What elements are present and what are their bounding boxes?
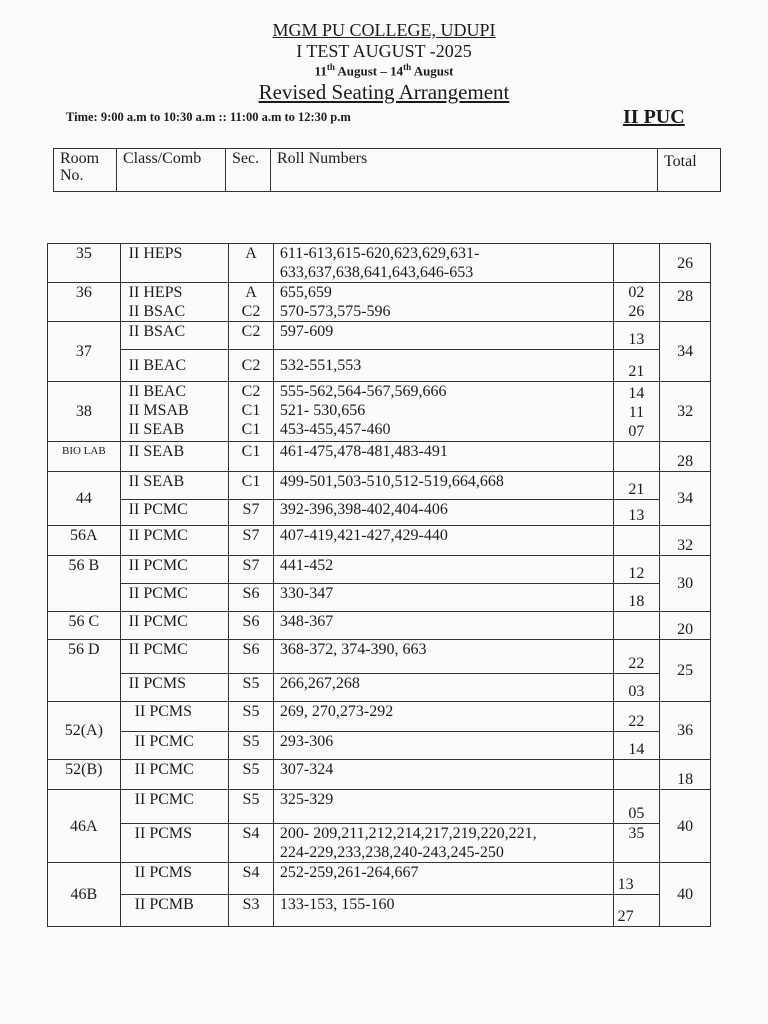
rolls-cell <box>273 382 613 442</box>
count-line: 14 <box>628 385 645 402</box>
class-line: II BSAC <box>128 303 186 320</box>
test-dates <box>0 62 768 79</box>
table-row <box>48 760 711 790</box>
test-name: I TEST AUGUST -2025 <box>296 41 472 61</box>
rolls-cell: 407-419,421-427,429-440 <box>273 526 613 556</box>
total-cell: 26 <box>660 244 711 283</box>
count-cell: 13 <box>613 500 660 526</box>
sec-cell: S4 <box>229 824 274 863</box>
total-cell: 32 <box>660 382 711 442</box>
class-cell: II PCMS <box>120 824 228 863</box>
room-cell: 56 B <box>48 556 121 612</box>
rolls-line: 633,637,638,641,643,646-653 <box>279 264 474 281</box>
count-cell <box>613 612 660 640</box>
room-cell: BIO LAB <box>48 442 121 472</box>
rolls-cell: 330-347 <box>273 584 613 612</box>
table-row <box>48 612 711 640</box>
table-row <box>48 556 711 584</box>
count-cell: 21 <box>613 350 660 382</box>
sec-cell <box>229 283 274 322</box>
class-cell: II PCMC <box>120 612 228 640</box>
count-cell: 18 <box>613 584 660 612</box>
rolls-line: 655,659 <box>279 284 332 301</box>
count-cell <box>613 526 660 556</box>
date-start-day: 11 <box>314 63 327 79</box>
total-cell: 30 <box>660 556 711 612</box>
class-cell: II BSAC <box>120 322 228 350</box>
rolls-cell: 307-324 <box>273 760 613 790</box>
sec-cell: S6 <box>229 612 274 640</box>
sec-cell: S5 <box>229 732 274 760</box>
sec-line: A <box>245 284 257 301</box>
class-cell: II HEPS <box>120 244 228 283</box>
sec-cell: S7 <box>229 526 274 556</box>
rolls-cell: 252-259,261-264,667 <box>273 863 613 895</box>
table-row <box>48 824 711 863</box>
sec-cell: S5 <box>229 674 274 702</box>
room-cell: 56 C <box>48 612 121 640</box>
total-cell: 34 <box>660 322 711 382</box>
table-row <box>48 283 711 322</box>
header-room <box>54 149 117 192</box>
class-line: II HEPS <box>128 284 183 301</box>
header-sec: Sec. <box>226 149 271 192</box>
sec-cell: C1 <box>229 442 274 472</box>
rolls-cell: 293-306 <box>273 732 613 760</box>
exam-time: Time: 9:00 a.m to 10:30 a.m :: 11:00 a.m to 12:30 p.m <box>66 110 351 124</box>
table-row <box>48 702 711 732</box>
table-row <box>48 895 711 927</box>
count-cell <box>613 442 660 472</box>
header-total: Total <box>658 149 721 192</box>
count-cell: 05 <box>613 790 660 824</box>
document-heading: Revised Seating Arrangement <box>258 80 510 104</box>
rolls-cell: 532-551,553 <box>273 350 613 382</box>
count-cell: 13 <box>613 322 660 350</box>
rolls-cell: 266,267,268 <box>273 674 613 702</box>
class-line: II MSAB <box>128 402 189 419</box>
sec-line: C1 <box>241 402 261 419</box>
sec-cell: C2 <box>229 350 274 382</box>
sec-cell: S7 <box>229 500 274 526</box>
header-room-line1: Room <box>60 150 100 167</box>
total-cell: 32 <box>660 526 711 556</box>
table-row <box>48 674 711 702</box>
total-cell: 18 <box>660 760 711 790</box>
count-cell: 21 <box>613 472 660 500</box>
sec-cell: S5 <box>229 790 274 824</box>
count-cell: 03 <box>613 674 660 702</box>
header-room-line2: No. <box>60 167 84 184</box>
table-row <box>48 382 711 442</box>
sec-cell: S5 <box>229 760 274 790</box>
table-row <box>48 322 711 350</box>
sec-cell: S6 <box>229 584 274 612</box>
room-cell: 52(A) <box>48 702 121 760</box>
rolls-cell <box>273 244 613 283</box>
class-cell: II PCMS <box>120 863 228 895</box>
total-cell: 34 <box>660 472 711 526</box>
count-line: 11 <box>628 404 645 421</box>
count-cell: 22 <box>613 702 660 732</box>
rolls-cell: 499-501,503-510,512-519,664,668 <box>273 472 613 500</box>
room-cell: 46B <box>48 863 121 927</box>
rolls-cell: 392-396,398-402,404-406 <box>273 500 613 526</box>
count-cell: 13 <box>613 863 660 895</box>
header-rolls: Roll Numbers <box>271 149 658 192</box>
rolls-cell: 441-452 <box>273 556 613 584</box>
table-row <box>48 732 711 760</box>
sec-cell: C2 <box>229 322 274 350</box>
class-cell: II PCMC <box>120 760 228 790</box>
count-cell <box>613 760 660 790</box>
sec-line: C1 <box>241 421 261 438</box>
sec-line: C2 <box>241 303 261 320</box>
rolls-cell: 325-329 <box>273 790 613 824</box>
rolls-cell: 348-367 <box>273 612 613 640</box>
date-end-rest: August <box>411 63 454 79</box>
sec-cell: S6 <box>229 640 274 674</box>
total-cell: 20 <box>660 612 711 640</box>
rolls-line: 570-573,575-596 <box>279 303 391 320</box>
class-cell: II SEAB <box>120 472 228 500</box>
sec-cell <box>229 382 274 442</box>
class-cell: II PCMC <box>120 584 228 612</box>
count-line: 02 <box>628 284 645 301</box>
class-line: II BEAC <box>128 383 186 400</box>
sec-line: C2 <box>241 383 261 400</box>
rolls-line: 200- 209,211,212,214,217,219,220,221, <box>279 825 537 842</box>
table-row <box>48 244 711 283</box>
sec-cell: C1 <box>229 472 274 500</box>
total-cell: 25 <box>660 640 711 702</box>
count-cell: 22 <box>613 640 660 674</box>
total-cell: 28 <box>660 283 711 322</box>
class-cell: II PCMS <box>120 674 228 702</box>
class-cell: II PCMC <box>120 790 228 824</box>
rolls-cell: 269, 270,273-292 <box>273 702 613 732</box>
count-cell: 12 <box>613 556 660 584</box>
rolls-cell: 133-153, 155-160 <box>273 895 613 927</box>
date-start-rest: August – 14 <box>334 63 404 79</box>
class-line: II SEAB <box>128 421 185 438</box>
total-cell: 40 <box>660 863 711 927</box>
sec-cell: S5 <box>229 702 274 732</box>
rolls-line: 555-562,564-567,569,666 <box>279 383 447 400</box>
rolls-cell: 461-475,478-481,483-491 <box>273 442 613 472</box>
count-line: 07 <box>628 423 645 440</box>
class-cell <box>120 283 228 322</box>
column-header-table <box>53 148 721 192</box>
class-cell: II PCMC <box>120 640 228 674</box>
count-cell: 27 <box>613 895 660 927</box>
total-cell: 28 <box>660 442 711 472</box>
rolls-cell <box>273 824 613 863</box>
rolls-line: 453-455,457-460 <box>279 421 391 438</box>
rolls-line: 611-613,615-620,623,629,631- <box>279 245 480 262</box>
room-cell: 52(B) <box>48 760 121 790</box>
date-start-sup: th <box>326 62 335 72</box>
count-cell: 14 <box>613 732 660 760</box>
table-row <box>48 790 711 824</box>
table-row <box>48 863 711 895</box>
class-label: II PUC <box>623 106 685 128</box>
class-cell: II PCMS <box>120 702 228 732</box>
seating-table <box>47 243 711 927</box>
class-cell: II PCMC <box>120 500 228 526</box>
class-cell: II PCMC <box>120 526 228 556</box>
table-row <box>48 526 711 556</box>
sec-cell: S3 <box>229 895 274 927</box>
table-row <box>48 500 711 526</box>
count-cell <box>613 283 660 322</box>
class-cell: II PCMC <box>120 732 228 760</box>
table-row <box>48 350 711 382</box>
college-name: MGM PU COLLEGE, UDUPI <box>272 20 496 40</box>
room-cell: 56 D <box>48 640 121 702</box>
table-row <box>48 584 711 612</box>
rolls-cell: 368-372, 374-390, 663 <box>273 640 613 674</box>
rolls-line: 521- 530,656 <box>279 402 366 419</box>
class-cell: II SEAB <box>120 442 228 472</box>
class-cell: II PCMB <box>120 895 228 927</box>
sec-cell: S7 <box>229 556 274 584</box>
room-cell: 35 <box>48 244 121 283</box>
count-cell: 35 <box>613 824 660 863</box>
room-cell: 44 <box>48 472 121 526</box>
total-cell: 40 <box>660 790 711 863</box>
count-cell <box>613 244 660 283</box>
rolls-line: 224-229,233,238,240-243,245-250 <box>279 844 504 861</box>
room-cell: 36 <box>48 283 121 322</box>
rolls-cell <box>273 283 613 322</box>
sec-cell: S4 <box>229 863 274 895</box>
count-cell <box>613 382 660 442</box>
table-row <box>48 442 711 472</box>
room-cell: 37 <box>48 322 121 382</box>
count-line: 26 <box>628 303 645 320</box>
header-class: Class/Comb <box>117 149 226 192</box>
rolls-cell: 597-609 <box>273 322 613 350</box>
table-row <box>48 472 711 500</box>
date-end-sup: th <box>403 62 412 72</box>
total-cell: 36 <box>660 702 711 760</box>
class-cell: II PCMC <box>120 556 228 584</box>
room-cell: 46A <box>48 790 121 863</box>
table-row <box>48 640 711 674</box>
sec-cell: A <box>229 244 274 283</box>
class-cell: II BEAC <box>120 350 228 382</box>
room-cell: 56A <box>48 526 121 556</box>
room-cell: 38 <box>48 382 121 442</box>
class-cell <box>120 382 228 442</box>
